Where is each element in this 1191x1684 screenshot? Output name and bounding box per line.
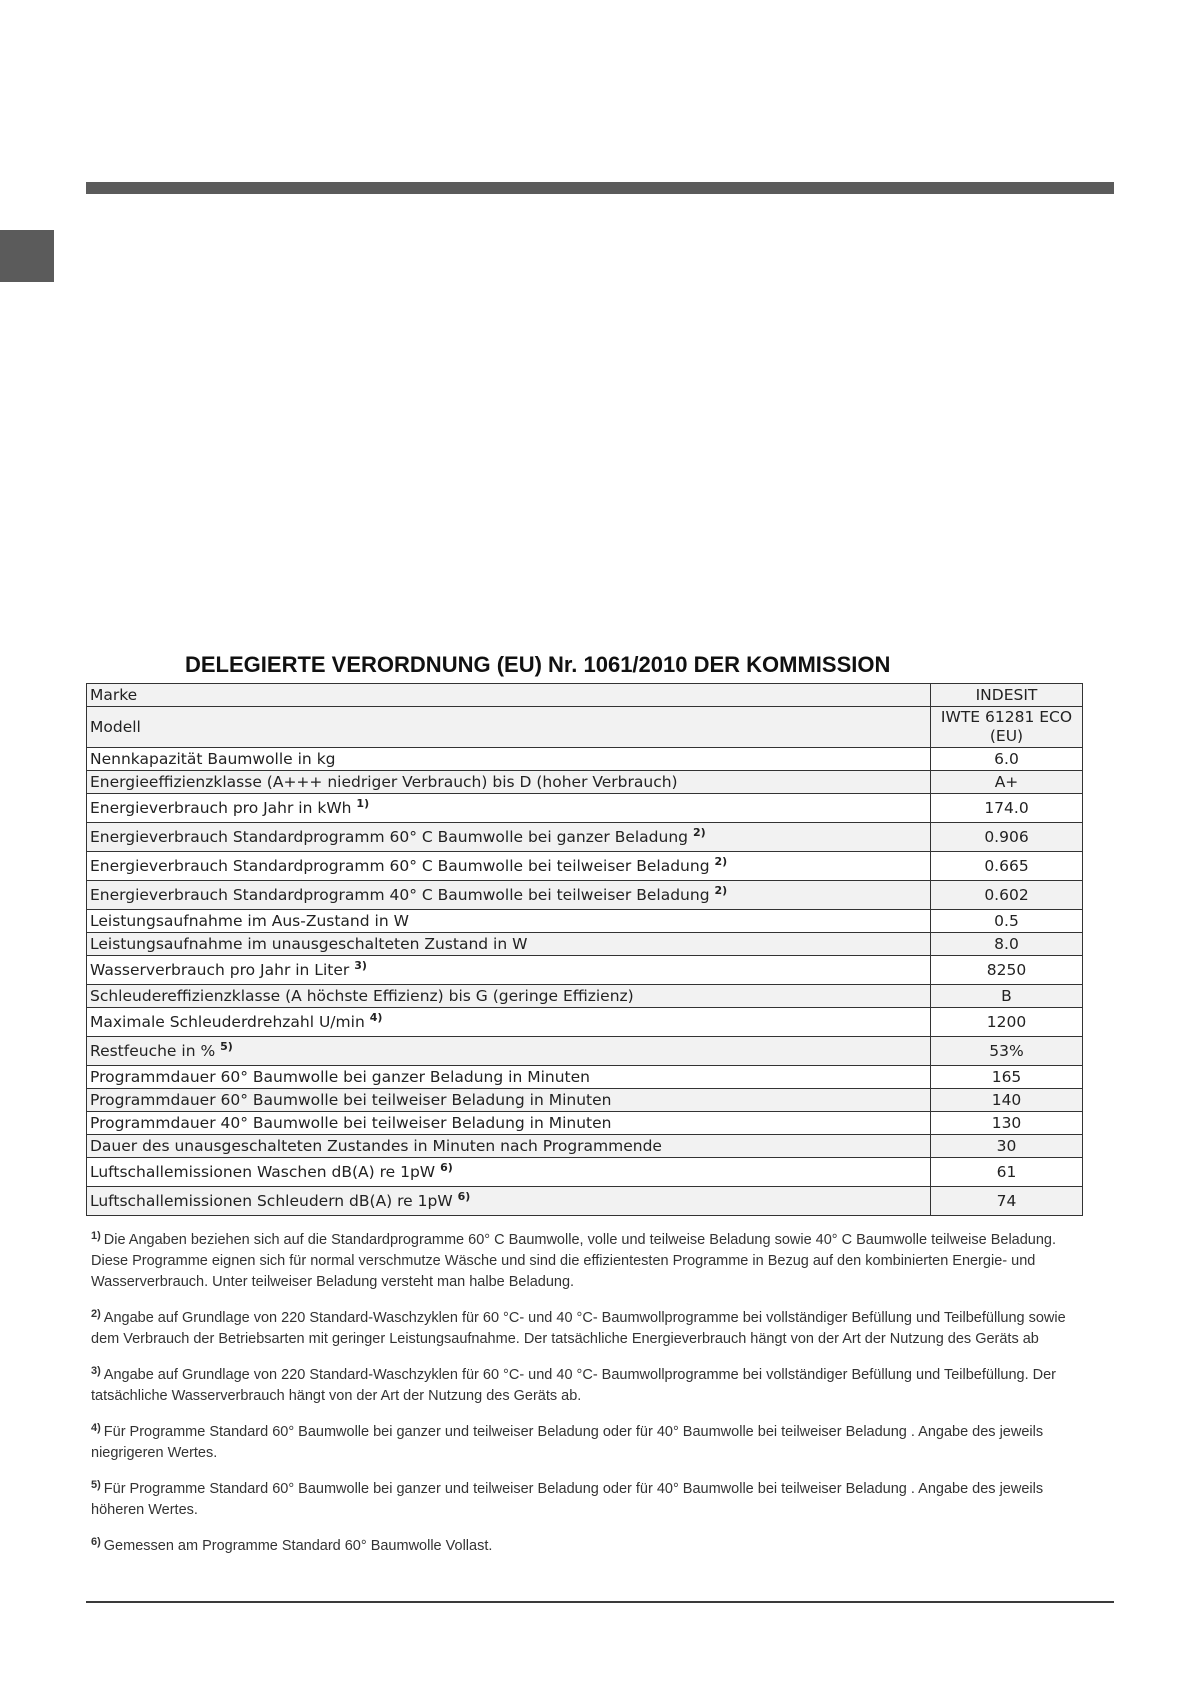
regulation-title: DELEGIERTE VERORDNUNG (EU) Nr. 1061/2010 DER KOMMISSION <box>185 652 891 677</box>
row-value: 140 <box>931 1089 1083 1112</box>
table-row <box>87 684 1083 707</box>
table-row <box>87 1135 1083 1158</box>
side-tab-marker <box>0 230 54 282</box>
footnote-marker: 2) <box>714 883 728 897</box>
table-row <box>87 1037 1083 1066</box>
row-value: 8250 <box>931 956 1083 985</box>
table-row <box>87 910 1083 933</box>
row-label: Programmdauer 60° Baumwolle bei teilweiser Beladung in Minuten <box>87 1089 931 1112</box>
row-value: 165 <box>931 1066 1083 1089</box>
row-label: Programmdauer 40° Baumwolle bei teilweiser Beladung in Minuten <box>87 1112 931 1135</box>
table-row <box>87 1187 1083 1216</box>
row-value: 0.602 <box>931 881 1083 910</box>
row-value: 6.0 <box>931 748 1083 771</box>
bottom-rule <box>86 1601 1114 1603</box>
footnote-marker: 6) <box>457 1189 471 1203</box>
row-value: INDESIT <box>931 684 1083 707</box>
footnote-number: 4) <box>91 1422 101 1434</box>
top-rule <box>86 182 1114 194</box>
footnote-number: 2) <box>91 1308 101 1320</box>
row-label: Schleudereffizienzklasse (A höchste Effizienz) bis G (geringe Effizienz) <box>87 985 931 1008</box>
footnote-marker: 5) <box>220 1039 233 1053</box>
footnote-marker: 6) <box>440 1160 453 1174</box>
table-row <box>87 771 1083 794</box>
row-label: Energieeffizienzklasse (A+++ niedriger Verbrauch) bis D (hoher Verbrauch) <box>87 771 931 794</box>
row-label: Energieverbrauch Standardprogramm 60° C Baumwolle bei teilweiser Beladung $^{2)}$ <box>87 852 931 881</box>
table-row <box>87 852 1083 881</box>
row-label: Nennkapazität Baumwolle in kg <box>87 748 931 771</box>
row-label: Leistungsaufnahme im unausgeschalteten Zustand in W <box>87 933 931 956</box>
row-value: 30 <box>931 1135 1083 1158</box>
table-row <box>87 1008 1083 1037</box>
table-row <box>87 1089 1083 1112</box>
spec-table <box>86 683 1083 1216</box>
table-row <box>87 1158 1083 1187</box>
row-label: Energieverbrauch Standardprogramm 60° C Baumwolle bei ganzer Beladung $^{2)}$ <box>87 823 931 852</box>
footnote-number: 5) <box>91 1479 101 1491</box>
row-value: 0.5 <box>931 910 1083 933</box>
row-value: A+ <box>931 771 1083 794</box>
row-label: Restfeuche in % $^{5)}$ <box>87 1037 931 1066</box>
row-label: Dauer des unausgeschalteten Zustandes in Minuten nach Programmende <box>87 1135 931 1158</box>
footnote-number: 6) <box>91 1536 101 1548</box>
row-value: 1200 <box>931 1008 1083 1037</box>
table-row <box>87 707 1083 748</box>
footnote: $^{5)}$ Für Programme Standard 60° Baumwolle bei ganzer und teilweiser Beladung oder für 40° Baumwolle bei teilweiser Beladung . Angabe des jeweils höheren Wertes. <box>91 1479 1044 1518</box>
footnote-marker: 2) <box>714 854 728 868</box>
footnote-number: 1) <box>91 1230 101 1242</box>
table-row <box>87 748 1083 771</box>
footnote-marker: 2) <box>692 825 706 839</box>
footnote: $^{6)}$ Gemessen am Programme Standard 60° Baumwolle Vollast. <box>91 1536 493 1554</box>
row-label: Luftschallemissionen Schleudern dB(A) re 1pW $^{6)}$ <box>87 1187 931 1216</box>
table-row <box>87 881 1083 910</box>
row-label: Energieverbrauch Standardprogramm 40° C Baumwolle bei teilweiser Beladung $^{2)}$ <box>87 881 931 910</box>
row-label: Wasserverbrauch pro Jahr in Liter $^{3)}$ <box>87 956 931 985</box>
row-label: Luftschallemissionen Waschen dB(A) re 1pW $^{6)}$ <box>87 1158 931 1187</box>
row-value: 53% <box>931 1037 1083 1066</box>
row-label: Energieverbrauch pro Jahr in kWh $^{1)}$ <box>87 794 931 823</box>
table-row <box>87 794 1083 823</box>
row-label: Programmdauer 60° Baumwolle bei ganzer Beladung in Minuten <box>87 1066 931 1089</box>
footnote-marker: 1) <box>356 796 370 810</box>
footnote-number: 3) <box>91 1365 101 1377</box>
footnote: $^{3)}$ Angabe auf Grundlage von 220 Standard-Waschzyklen für 60 °C- und 40 °C- Baumwollprogramme bei vollständiger Befüllung und Teilbefüllung. Der tatsächliche Wasserverbrauch hängt von der Art der Nutzung des Geräts ab. <box>91 1365 1057 1404</box>
table-row <box>87 823 1083 852</box>
table-row <box>87 933 1083 956</box>
row-value: 174.0 <box>931 794 1083 823</box>
row-value: 74 <box>931 1187 1083 1216</box>
footnote-marker: 3) <box>354 958 367 972</box>
row-value: 0.665 <box>931 852 1083 881</box>
row-value: IWTE 61281 ECO (EU) <box>931 707 1083 748</box>
footnote: $^{2)}$ Angabe auf Grundlage von 220 Standard-Waschzyklen für 60 °C- und 40 °C- Baumwollprogramme bei vollständiger Befüllung und Teilbefüllung sowie dem Verbrauch der Betriebsarten mit geringer Leistungsaufnahme. Der tatsächliche Energieverbrauch hängt von der Art der Nutzung des Geräts ab <box>91 1308 1066 1347</box>
footnotes <box>91 1230 1081 1572</box>
footnote-marker: 4) <box>369 1010 383 1024</box>
table-row <box>87 1066 1083 1089</box>
row-value: 130 <box>931 1112 1083 1135</box>
row-label: Maximale Schleuderdrehzahl U/min $^{4)}$ <box>87 1008 931 1037</box>
row-value: 61 <box>931 1158 1083 1187</box>
table-row <box>87 956 1083 985</box>
table-row <box>87 985 1083 1008</box>
row-value: 8.0 <box>931 933 1083 956</box>
row-value: 0.906 <box>931 823 1083 852</box>
footnote: $^{4)}$ Für Programme Standard 60° Baumwolle bei ganzer und teilweiser Beladung oder für 40° Baumwolle bei teilweiser Beladung . Angabe des jeweils niegrigeren Wertes. <box>91 1422 1044 1461</box>
table-row <box>87 1112 1083 1135</box>
row-label: Marke <box>87 684 931 707</box>
row-value: B <box>931 985 1083 1008</box>
row-label: Leistungsaufnahme im Aus-Zustand in W <box>87 910 931 933</box>
footnote: $^{1)}$ Die Angaben beziehen sich auf die Standardprogramme 60° C Baumwolle, volle und teilweise Beladung sowie 40° C Baumwolle teilweise Beladung. Diese Programme eignen sich für normal verschmutze Wäsche und sind die effizientesten Programme in Bezug auf den kombinierten Energie- und Wasserverbrauch. Unter teilweiser Beladung versteht man halbe Beladung. <box>91 1230 1057 1290</box>
row-label: Modell <box>87 707 931 748</box>
